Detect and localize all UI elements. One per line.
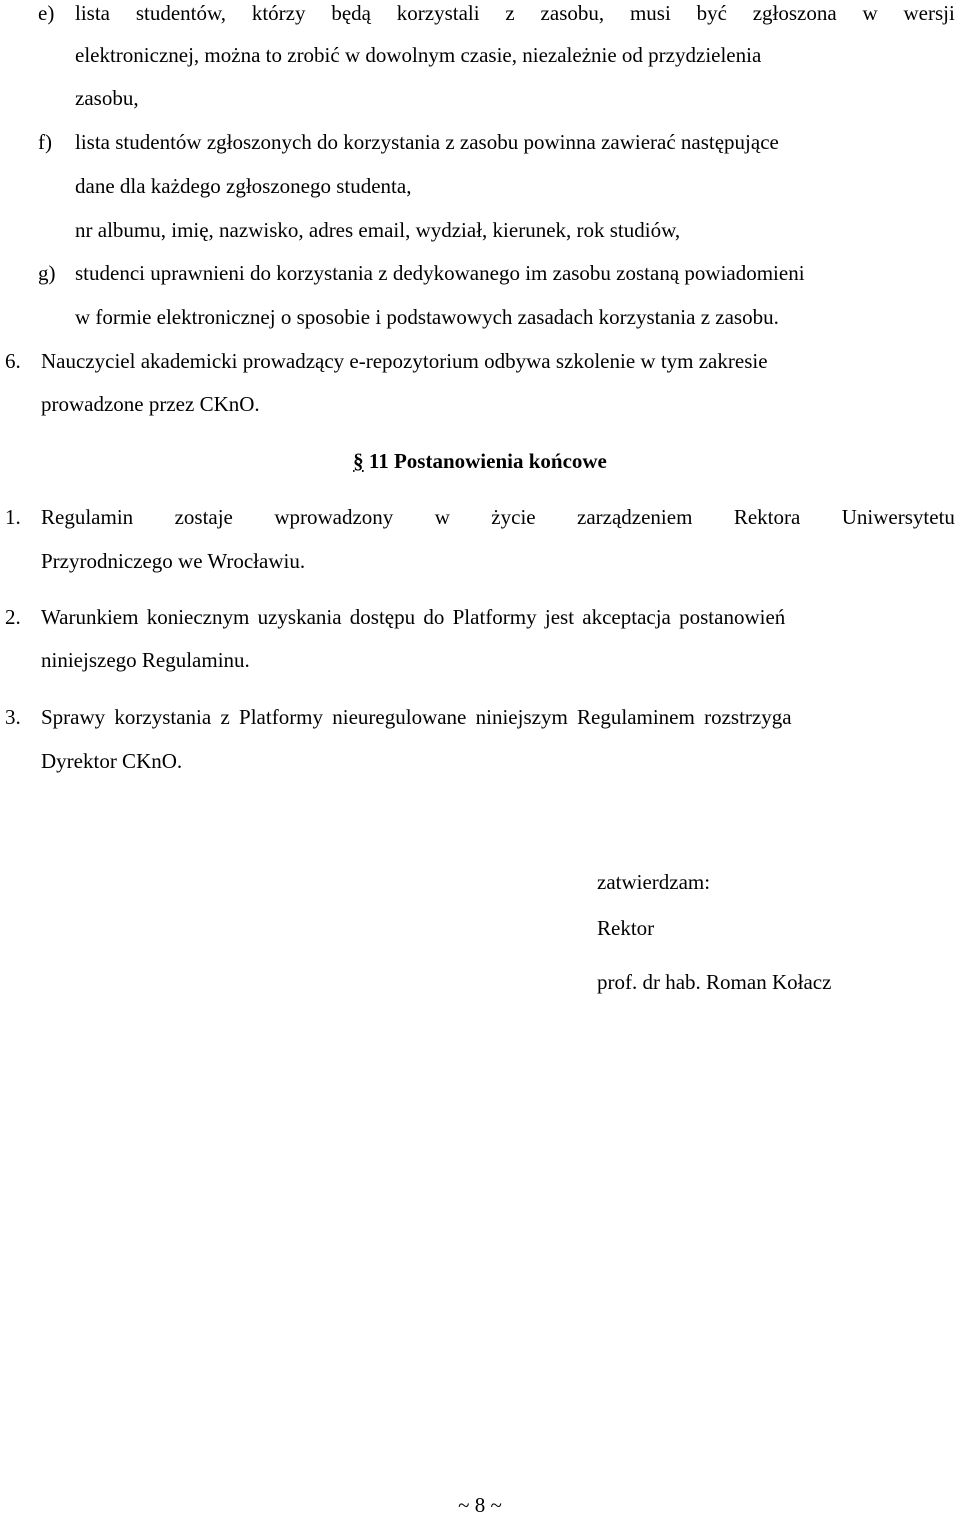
word: musi bbox=[629, 1, 671, 25]
section-sign: § bbox=[353, 449, 364, 473]
final-2-line-2: niniejszego Regulaminu. bbox=[41, 648, 250, 672]
list-item-f-line-2: dane dla każdego zgłoszonego studenta, bbox=[75, 174, 412, 198]
point-6-line-1: Nauczyciel akademicki prowadzący e-repozytorium odbywa szkolenie w tym zakresie bbox=[41, 349, 768, 373]
word: Regulamin bbox=[41, 505, 134, 529]
list-marker-f: f) bbox=[38, 130, 52, 154]
word: wprowadzony bbox=[274, 505, 394, 529]
word: Rektora bbox=[733, 505, 801, 529]
list-item-f-line-3: nr albumu, imię, nazwisko, adres email, wydział, kierunek, rok studiów, bbox=[75, 218, 681, 242]
word: być bbox=[696, 1, 727, 25]
list-marker-g: g) bbox=[38, 261, 56, 285]
final-3-line-2: Dyrektor CKnO. bbox=[41, 749, 183, 773]
signature-approval: zatwierdzam: bbox=[597, 870, 711, 894]
final-marker-3: 3. bbox=[5, 705, 21, 729]
section-heading bbox=[0, 448, 960, 474]
word: lista bbox=[75, 1, 110, 25]
list-item-e-line-3: zasobu, bbox=[75, 86, 139, 110]
word: studentów, bbox=[135, 1, 227, 25]
point-marker-6: 6. bbox=[5, 349, 21, 373]
word: zgłoszona bbox=[752, 1, 837, 25]
word: będą bbox=[331, 1, 371, 25]
word: w bbox=[862, 1, 878, 25]
word: zostaje bbox=[174, 505, 233, 529]
word: z bbox=[505, 1, 515, 25]
list-item-e-line-1 bbox=[75, 0, 955, 26]
list-item-g-line-1: studenci uprawnieni do korzystania z dedykowanego im zasobu zostaną powiadomieni bbox=[75, 261, 805, 285]
final-2-line-1: Warunkiem koniecznym uzyskania dostępu do Platformy jest akceptacja postanowień bbox=[41, 605, 786, 629]
word: Uniwersytetu bbox=[841, 505, 955, 529]
word: w bbox=[434, 505, 450, 529]
final-marker-2: 2. bbox=[5, 605, 21, 629]
word: korzystali bbox=[396, 1, 480, 25]
list-item-e-line-2: elektronicznej, można to zrobić w dowolnym czasie, niezależnie od przydzielenia bbox=[75, 43, 762, 67]
signature-role: Rektor bbox=[597, 916, 655, 940]
point-6-line-2: prowadzone przez CKnO. bbox=[41, 392, 260, 416]
final-1-line-1 bbox=[41, 504, 955, 530]
word: którzy bbox=[251, 1, 306, 25]
page-number: ~ 8 ~ bbox=[458, 1493, 502, 1517]
word: wersji bbox=[903, 1, 955, 25]
word: życie bbox=[491, 505, 536, 529]
section-title: 11 Postanowienia końcowe bbox=[368, 449, 607, 473]
word: zarządzeniem bbox=[577, 505, 693, 529]
list-item-g-line-2: w formie elektronicznej o sposobie i podstawowych zasadach korzystania z zasobu. bbox=[75, 305, 779, 329]
final-1-line-2: Przyrodniczego we Wrocławiu. bbox=[41, 549, 306, 573]
final-marker-1: 1. bbox=[5, 505, 21, 529]
list-item-f-line-1: lista studentów zgłoszonych do korzystania z zasobu powinna zawierać następujące bbox=[75, 130, 779, 154]
signature-name: prof. dr hab. Roman Kołacz bbox=[597, 970, 832, 994]
final-3-line-1: Sprawy korzystania z Platformy nieuregulowane niniejszym Regulaminem rozstrzyga bbox=[41, 705, 792, 729]
list-marker-e: e) bbox=[38, 1, 55, 25]
word: zasobu, bbox=[540, 1, 605, 25]
